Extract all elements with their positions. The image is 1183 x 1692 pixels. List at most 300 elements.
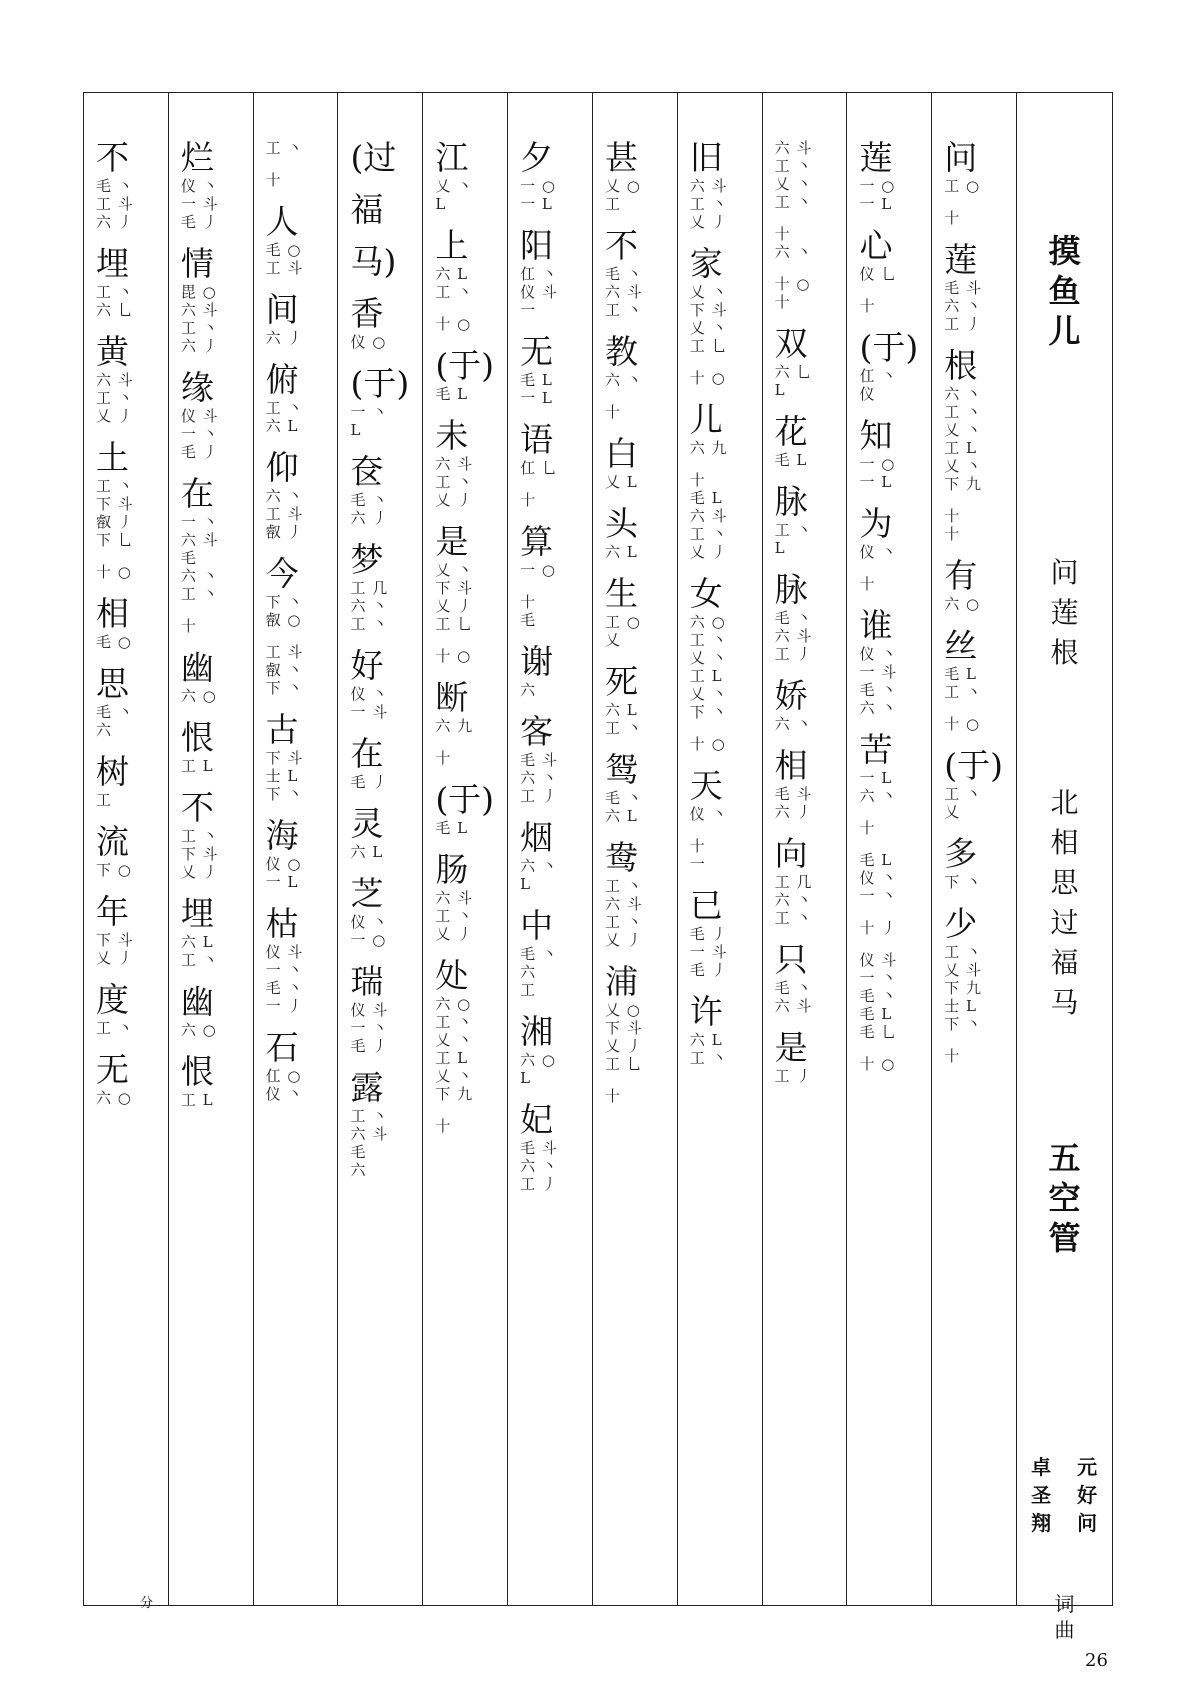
gongche-notation: 六 丿: [96, 213, 134, 231]
lyric-char: 教: [604, 332, 638, 371]
gongche-notation: 十: [944, 1047, 961, 1065]
gongche-notation: 乂 丶: [689, 319, 728, 337]
gongche-notation: 六 L: [265, 417, 299, 435]
gongche-notation: 六 丿: [350, 509, 389, 527]
gongche-notation: 毛 丶: [96, 703, 134, 721]
lyric-char: 娇: [774, 676, 808, 715]
tune-name-char: 相: [1050, 826, 1079, 859]
lyric-syllable: [859, 919, 921, 937]
gongche-notation: 六 丿: [265, 329, 304, 347]
gongche-notation: 一 斗: [350, 703, 389, 721]
lyric-syllable: [266, 711, 328, 803]
lyric-syllable: [690, 139, 752, 231]
lyric-char: (于): [944, 746, 1004, 785]
gongche-notation: 工 丶: [604, 301, 643, 319]
lyric-syllable: [690, 837, 752, 873]
gongche-notation: 乂 丿: [96, 949, 134, 967]
gongche-notation: 工 丶: [944, 403, 983, 421]
gongche-notation: 仜 乚: [520, 459, 558, 477]
lyric-char: 烂: [180, 138, 214, 177]
lyric-syllable: [520, 421, 582, 477]
lyric-char: 江: [435, 138, 469, 177]
gongche-notation: 毛: [350, 1143, 367, 1161]
gongche-notation: 仪 ○: [350, 333, 387, 351]
gongche-notation: 乂 丶: [435, 1067, 474, 1085]
gongche-notation: 毛 斗: [944, 279, 983, 297]
lyric-syllable: [605, 963, 667, 1073]
gongche-notation: 工 丶: [96, 389, 134, 407]
lyric-char: 双: [774, 324, 808, 363]
lyric-syllable: [944, 905, 1006, 1033]
gongche-notation: 仪 ○: [265, 855, 302, 873]
arranger-char: 圣: [1031, 1483, 1052, 1507]
gongche-notation: 六 丿: [774, 803, 813, 821]
gongche-notation: 六 丶: [350, 597, 389, 615]
gongche-notation: 六 斗: [435, 889, 474, 907]
gongche-notation: 仪 丶: [350, 685, 389, 703]
lyric-char: 梦: [350, 540, 384, 579]
gongche-notation: 六 L: [604, 701, 638, 719]
gongche-notation: 乂 丶: [689, 685, 728, 703]
gongche-notation: 毛 丶: [604, 265, 643, 283]
gongche-notation: 工 斗: [265, 643, 304, 661]
lyric-syllable: [775, 835, 837, 927]
lyric-char: 度: [96, 980, 129, 1019]
lyric-syllable: [859, 607, 921, 717]
gongche-notation: 六 ○: [96, 1089, 132, 1107]
lyric-syllable: [775, 1029, 837, 1085]
lyric-char: 福: [350, 190, 384, 229]
lyric-char: 无: [96, 1050, 129, 1089]
gongche-notation: 一 丶: [265, 961, 304, 979]
lyric-syllable: [775, 747, 837, 821]
gongche-notation: 十: [689, 471, 706, 489]
lyric-char: 石: [265, 1028, 299, 1067]
lyric-syllable: [181, 719, 243, 775]
lyric-syllable: [266, 905, 328, 1015]
lyric-syllable: [775, 225, 837, 261]
gongche-notation: 六 斗: [350, 1125, 389, 1143]
lyric-syllable: [350, 963, 412, 1055]
lyric-syllable: [435, 315, 497, 333]
lyric-syllable: [435, 1117, 497, 1135]
gongche-notation: L: [520, 1069, 532, 1087]
lyric-syllable: [350, 243, 412, 281]
gongche-notation: 工 丶: [265, 139, 304, 157]
lyric-syllable: [859, 505, 921, 561]
gongche-notation: 㕡 丿: [265, 523, 304, 541]
credits: [1031, 1453, 1097, 1537]
lyric-char: 未: [435, 416, 469, 455]
gongche-notation: 六 丶: [774, 891, 813, 909]
gongche-notation: 下 丶: [944, 1015, 983, 1033]
gongche-notation: 一 L: [265, 873, 299, 891]
gongche-notation: 仪 斗: [180, 407, 219, 425]
lyric-syllable: [859, 731, 921, 805]
lyric-syllable: [775, 941, 837, 1015]
lyric-column: [338, 93, 423, 1605]
lyric-syllable: [605, 139, 667, 213]
gongche-notation: 十 ○: [96, 563, 132, 581]
gongche-notation: 毛 丿: [350, 1037, 389, 1055]
lyric-char: 缘: [180, 368, 214, 407]
gongche-notation: 士 L: [944, 997, 978, 1015]
lyric-syllable: [690, 369, 752, 387]
gongche-notation: 一 斗: [859, 663, 898, 681]
gongche-notation: 工 斗: [265, 505, 304, 523]
lyric-char: 客: [520, 712, 554, 751]
gongche-notation: 十: [520, 593, 537, 611]
lyric-syllable: [859, 575, 921, 593]
gongche-notation: 工: [520, 981, 537, 999]
lyric-char: 谢: [520, 642, 554, 681]
gongche-notation: 仪 丶: [859, 543, 898, 561]
lyric-syllable: [605, 505, 667, 561]
lyric-syllable: [690, 993, 752, 1067]
gongche-notation: 毛: [180, 549, 197, 567]
gongche-notation: 十 ○: [435, 647, 472, 665]
lyric-syllable: [350, 805, 412, 861]
gongche-notation: 十: [180, 617, 197, 635]
lyric-syllable: [96, 563, 158, 581]
lyric-column: [678, 93, 763, 1605]
lyric-syllable: [350, 647, 412, 721]
gongche-notation: 工 L: [180, 757, 214, 775]
gongche-notation: 毛 ○: [265, 241, 302, 259]
gongche-notation: 六 丶: [520, 1157, 558, 1175]
lyric-char: 鸯: [604, 838, 638, 877]
gongche-notation: 一 L: [520, 195, 553, 213]
lyric-char: 好: [350, 646, 384, 685]
lyric-syllable: [944, 209, 1006, 227]
lyric-char: 马): [350, 242, 397, 281]
gongche-notation: 工 丶: [180, 585, 219, 603]
lyric-char: (于): [350, 364, 410, 403]
gongche-notation: 乂 丶: [435, 561, 474, 579]
lyric-syllable: [605, 839, 667, 949]
lyric-syllable: [859, 819, 921, 837]
gongche-notation: 六 斗: [774, 627, 813, 645]
lyric-syllable: [775, 677, 837, 733]
gongche-notation: 毛 乚: [859, 1023, 898, 1041]
gongche-notation: 工 丶: [604, 719, 643, 737]
gongche-notation: 六 丶: [774, 715, 813, 733]
lyric-syllable: [605, 333, 667, 389]
lyric-syllable: [350, 191, 412, 229]
gongche-notation: 六: [350, 1161, 367, 1179]
lyric-char: 中: [520, 906, 554, 945]
lyric-char: 已: [689, 886, 723, 925]
mode-label: [1017, 1138, 1112, 1258]
gongche-notation: 工 丶: [350, 615, 389, 633]
gongche-notation: 十 ○: [435, 315, 472, 333]
gongche-notation: 毛 L: [859, 851, 893, 869]
gongche-notation: 毛 丿: [350, 773, 389, 791]
gongche-notation: 工 丶: [774, 521, 813, 539]
lyric-char: 奁: [350, 452, 384, 491]
gongche-notation: 一 丶: [180, 513, 219, 531]
gongche-notation: 工 丶: [96, 1019, 134, 1037]
lyric-syllable: [266, 555, 328, 629]
gongche-notation: 下 丶: [265, 785, 304, 803]
lyric-syllable: [520, 593, 582, 629]
end-mark: 分: [140, 1596, 154, 1611]
gongche-notation: 十: [859, 819, 876, 837]
lyric-syllable: [181, 139, 243, 231]
lyricist-char: 元: [1077, 1455, 1098, 1479]
gongche-notation: 一 丶: [350, 403, 389, 421]
gongche-notation: 工 L: [180, 1091, 214, 1109]
lyric-char: (于): [435, 780, 495, 819]
gongche-notation: 六 丿: [180, 337, 219, 355]
subtitle-char: 莲: [1050, 596, 1079, 629]
tune-name: [1017, 783, 1112, 1023]
gongche-notation: 毛 丶: [774, 979, 813, 997]
lyric-syllable: [181, 245, 243, 355]
arranger: [1031, 1453, 1051, 1537]
gongche-notation: 工 斗: [96, 195, 134, 213]
lyric-char: 恨: [180, 1052, 214, 1091]
lyric-syllable: [435, 851, 497, 943]
lyric-syllable: [775, 139, 837, 211]
lyric-char: 妃: [520, 1100, 554, 1139]
lyric-syllable: [520, 713, 582, 805]
gongche-notation: 六 丶: [944, 385, 983, 403]
lyric-syllable: [859, 851, 921, 905]
lyric-syllable: [350, 139, 412, 177]
gongche-notation: 仪 丶: [689, 805, 728, 823]
gongche-notation: 工 乚: [604, 1055, 643, 1073]
lyric-syllable: [520, 523, 582, 579]
gongche-notation: 乂 丶: [944, 421, 983, 439]
lyric-char: 古: [265, 710, 299, 749]
lyric-char: 俯: [265, 360, 299, 399]
gongche-notation: 工 丶: [604, 877, 643, 895]
lyric-syllable: [266, 139, 328, 157]
gongche-notation: 十: [944, 209, 961, 227]
gongche-notation: 一 丶: [350, 1019, 389, 1037]
lyric-syllable: [520, 1013, 582, 1087]
lyric-syllable: [181, 475, 243, 603]
gongche-notation: 乂 丶: [435, 177, 474, 195]
gongche-notation: 十: [774, 293, 791, 311]
lyric-char: 脉: [774, 570, 808, 609]
lyric-char: 脉: [774, 482, 808, 521]
gongche-notation: 六 ○: [180, 687, 217, 705]
gongche-notation: 一 ○: [859, 455, 896, 473]
lyric-syllable: [266, 291, 328, 347]
gongche-notation: 工 丶: [604, 913, 643, 931]
lyric-char: 不: [96, 138, 129, 177]
lyric-syllable: [605, 575, 667, 649]
lyric-syllable: [350, 541, 412, 633]
lyric-char: 烟: [520, 818, 554, 857]
lyric-char: 幽: [180, 982, 214, 1021]
tune-name-char: 福: [1050, 946, 1079, 979]
gongche-notation: 乂 丶: [689, 283, 728, 301]
gongche-notation: 十: [859, 575, 876, 593]
lyric-char: (于): [435, 346, 495, 385]
tune-name-char: 北: [1050, 786, 1079, 819]
lyric-char: 浦: [604, 962, 638, 1001]
gongche-notation: 乂 丿: [435, 925, 474, 943]
page-number: 26: [1085, 1650, 1108, 1671]
gongche-notation: 六 斗: [774, 139, 813, 157]
lyric-char: 问: [944, 138, 978, 177]
gongche-notation: 六 丶: [604, 371, 643, 389]
lyric-syllable: [435, 957, 497, 1103]
gongche-notation: 士 L: [265, 767, 299, 785]
lyric-syllable: [775, 571, 837, 663]
gongche-notation: 六 斗: [604, 283, 643, 301]
gongche-notation: 工: [604, 195, 621, 213]
gongche-notation: 毛 丶: [604, 789, 643, 807]
gongche-notation: 乂 丶: [774, 175, 813, 193]
gongche-notation: 乂 丿: [689, 213, 728, 231]
lyric-syllable: [859, 329, 921, 403]
gongche-notation: 六 九: [435, 717, 474, 735]
lyric-syllable: [605, 227, 667, 319]
lyric-char: 流: [96, 822, 129, 861]
lyric-char: 湘: [520, 1012, 554, 1051]
gongche-notation: 工 丶: [689, 525, 728, 543]
gongche-notation: 工: [96, 791, 113, 809]
gongche-notation: 乂: [604, 631, 621, 649]
gongche-notation: 下 九: [944, 475, 983, 493]
lyric-char: 在: [350, 734, 384, 773]
lyric-syllable: [266, 643, 328, 697]
lyric-char: 肠: [435, 850, 469, 889]
gongche-notation: 下 斗: [96, 495, 134, 513]
lyric-syllable: [435, 227, 497, 301]
gongche-notation: 工 丿: [774, 1067, 813, 1085]
gongche-notation: 乂 L: [604, 473, 638, 491]
gongche-notation: 一 ○: [859, 177, 896, 195]
lyric-char: 无: [520, 332, 554, 371]
gongche-notation: 六 乚: [774, 363, 813, 381]
lyric-syllable: [944, 347, 1006, 493]
lyric-syllable: [944, 139, 1006, 195]
lyric-syllable: [350, 295, 412, 351]
subtitle-char: 根: [1050, 636, 1079, 669]
lyric-syllable: [859, 951, 921, 1041]
lyric-char: 人: [265, 202, 299, 241]
lyric-syllable: [435, 139, 497, 213]
gongche-notation: 工 丶: [350, 1107, 389, 1125]
gongche-notation: 工 斗: [265, 259, 304, 277]
lyric-syllable: [435, 679, 497, 735]
lyric-char: 儿: [689, 400, 723, 439]
lyric-syllable: [435, 417, 497, 509]
gongche-notation: 工 丶: [435, 283, 474, 301]
lyric-syllable: [944, 627, 1006, 701]
gongche-notation: 工 几: [350, 579, 389, 597]
lyric-syllable: [859, 139, 921, 213]
lyric-char: 处: [435, 956, 469, 995]
gongche-notation: 六 ○: [944, 595, 981, 613]
gongche-notation: 乂: [944, 803, 961, 821]
lyric-column: [508, 93, 593, 1605]
gongche-notation: 仪 丶: [350, 913, 389, 931]
gongche-notation: 十: [944, 507, 961, 525]
lyric-char: 今: [265, 554, 299, 593]
lyric-char: 恨: [180, 718, 214, 757]
gongche-notation: 十 丿: [859, 919, 898, 937]
lyric-syllable: [96, 1051, 158, 1107]
lyric-char: 枯: [265, 904, 299, 943]
gongche-notation: 乂 ○: [604, 177, 641, 195]
lyric-syllable: [520, 643, 582, 699]
gongche-notation: 下 九: [435, 1085, 474, 1103]
lyric-syllable: [944, 557, 1006, 613]
gongche-notation: 仪 丶: [859, 869, 898, 887]
gongche-notation: 六: [96, 721, 113, 739]
lyric-syllable: [944, 835, 1006, 891]
lyric-syllable: [520, 907, 582, 999]
lyric-syllable: [96, 245, 158, 319]
lyric-char: 知: [859, 416, 893, 455]
gongche-notation: 一 丿: [265, 997, 304, 1015]
lyric-syllable: [350, 1069, 412, 1179]
lyric-syllable: [435, 647, 497, 665]
lyricist-char: 好: [1077, 1483, 1098, 1507]
gongche-notation: 六 L: [435, 265, 469, 283]
lyric-char: 夕: [520, 138, 554, 177]
gongche-notation: 一 L: [859, 195, 893, 213]
gongche-notation: 毛 斗: [520, 1139, 558, 1157]
lyric-char: 树: [96, 752, 129, 791]
gongche-notation: 工 丶: [944, 683, 983, 701]
lyric-syllable: [944, 1047, 1006, 1065]
gongche-notation: 毛 L: [859, 1005, 893, 1023]
gongche-notation: 六 丶: [520, 857, 558, 875]
gongche-notation: 十: [944, 525, 961, 543]
gongche-notation: 毛 斗: [520, 751, 558, 769]
genre-label: [1017, 1591, 1112, 1643]
lyric-char: 黄: [96, 332, 129, 371]
gongche-notation: 工 丶: [180, 319, 219, 337]
lyric-syllable: [775, 275, 837, 311]
lyric-syllable: [605, 663, 667, 737]
gongche-notation: 㕡 丿: [96, 513, 134, 531]
gongche-notation: 乂 ○: [604, 1001, 641, 1019]
lyric-syllable: [859, 297, 921, 315]
gongche-notation: 乂 丶: [944, 457, 983, 475]
gongche-notation: 工 丶: [180, 951, 219, 969]
lyric-syllable: [605, 751, 667, 825]
lyric-syllable: [944, 715, 1006, 733]
lyric-syllable: [435, 523, 497, 633]
lyric-char: 断: [435, 678, 469, 717]
lyric-syllable: [266, 817, 328, 891]
lyric-syllable: [690, 245, 752, 355]
gongche-notation: 下 九: [944, 979, 983, 997]
lyric-char: 芝: [350, 874, 384, 913]
lyric-syllable: [350, 453, 412, 527]
gongche-notation: 下 斗: [435, 579, 474, 597]
gongche-notation: 工 丿: [520, 787, 558, 805]
lyric-syllable: [96, 823, 158, 879]
lyric-syllable: [96, 439, 158, 549]
gongche-notation: 乂 丿: [180, 863, 219, 881]
gongche-notation: 十: [435, 749, 452, 767]
tune-name-char: 马: [1050, 986, 1079, 1019]
gongche-notation: 毛 丶: [265, 979, 304, 997]
gongche-notation: 六 斗: [689, 177, 728, 195]
gongche-notation: 工 L: [944, 439, 978, 457]
lyric-syllable: [520, 491, 582, 509]
gongche-notation: 工 丶: [435, 1013, 474, 1031]
